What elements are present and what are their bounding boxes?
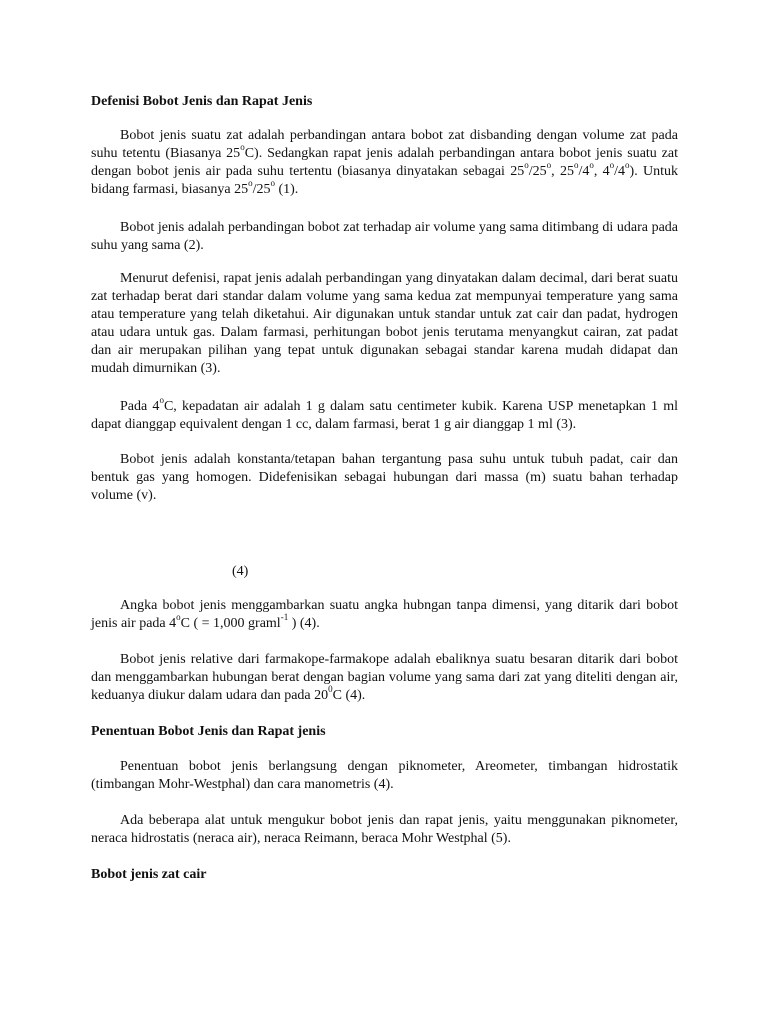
- heading-penentuan: Penentuan Bobot Jenis dan Rapat jenis: [91, 724, 326, 739]
- paragraph-konstanta: Bobot jenis adalah konstanta/tetapan bahan tergantung pasa suhu untuk tubuh padat, cair dan bentuk gas yang homogen. Didefenisikan sebagai hubungan dari massa (m) suatu bahan terhadap volume (v).: [91, 452, 678, 503]
- equation-reference: (4): [232, 564, 249, 579]
- paragraph-bobot-jenis-relative: Bobot jenis relative dari farmakope-farmakope adalah ebaliknya suatu besaran ditarik dari bobot dan menggambarkan hubungan berat dengan bagian volume yang sama dari zat yang diteliti dengan air, keduanya diukur dalam udara dan pada $20^0C$ (4).: [91, 652, 678, 703]
- paragraph-definition: Bobot jenis suatu zat adalah perbandingan antara bobot zat disbanding dengan volume zat pada suhu tetentu (Biasanya 25$^o$C). Sedangkan rapat jenis adalah perbandingan antara bobot jenis suatu zat dengan bobot jenis air pada suhu tertentu (biasanya dinyatakan sebagai 25$^o$/25$^o$, 25$^o$/4$^o$, 4$^o$/4$^o$). Untuk bidang farmasi, biasanya 25$^o$/25$^o$ (1).: [91, 128, 679, 197]
- paragraph-rapat-jenis: Menurut defenisi, rapat jenis adalah perbandingan yang dinyatakan dalam decimal, dari berat suatu zat terhadap berat dari standar dalam volume yang sama kedua zat mempunyai temperature yang sama atau temperature yang telah diketahui. Air digunakan untuk standar untuk zat cair dan padat, hydrogen atau udara untuk gas. Dalam farmasi, perhitungan bobot jenis terutama menyangkut cairan, zat padat dan air merupakan pilihan yang tepat untuk digunakan sebagai standar karena mudah didapat dan mudah dimurnikan (3).: [91, 271, 678, 376]
- heading-zat-cair: Bobot jenis zat cair: [91, 867, 207, 882]
- paragraph-bobot-jenis: Bobot jenis adalah perbandingan bobot zat terhadap air volume yang sama ditimbang di udara pada suhu yang sama (2).: [91, 220, 678, 253]
- paragraph-penentuan: Penentuan bobot jenis berlangsung dengan piknometer, Areometer, timbangan hidrostatik (timbangan Mohr-Westphal) dan cara manometris (4).: [91, 759, 678, 792]
- paragraph-alat-ukur: Ada beberapa alat untuk mengukur bobot jenis dan rapat jenis, yaitu menggunakan piknometer, neraca hidrostatis (neraca air), neraca Reimann, beraca Mohr Westphal (5).: [91, 813, 678, 846]
- paragraph-angka-bobot-jenis: Angka bobot jenis menggambarkan suatu angka hubngan tanpa dimensi, yang ditarik dari bobot jenis air pada 4$^o$C ( = 1,000 graml$^{-1}$ ) (4).: [91, 598, 678, 631]
- paragraph-kepadatan-air: Pada 4$^o$C, kepadatan air adalah 1 g dalam satu centimeter kubik. Karena USP menetapkan 1 ml dapat dianggap equivalent dengan 1 cc, dalam farmasi, berat 1 g air dianggap 1 ml (3).: [91, 395, 678, 432]
- heading-definition: Defenisi Bobot Jenis dan Rapat Jenis: [91, 94, 313, 109]
